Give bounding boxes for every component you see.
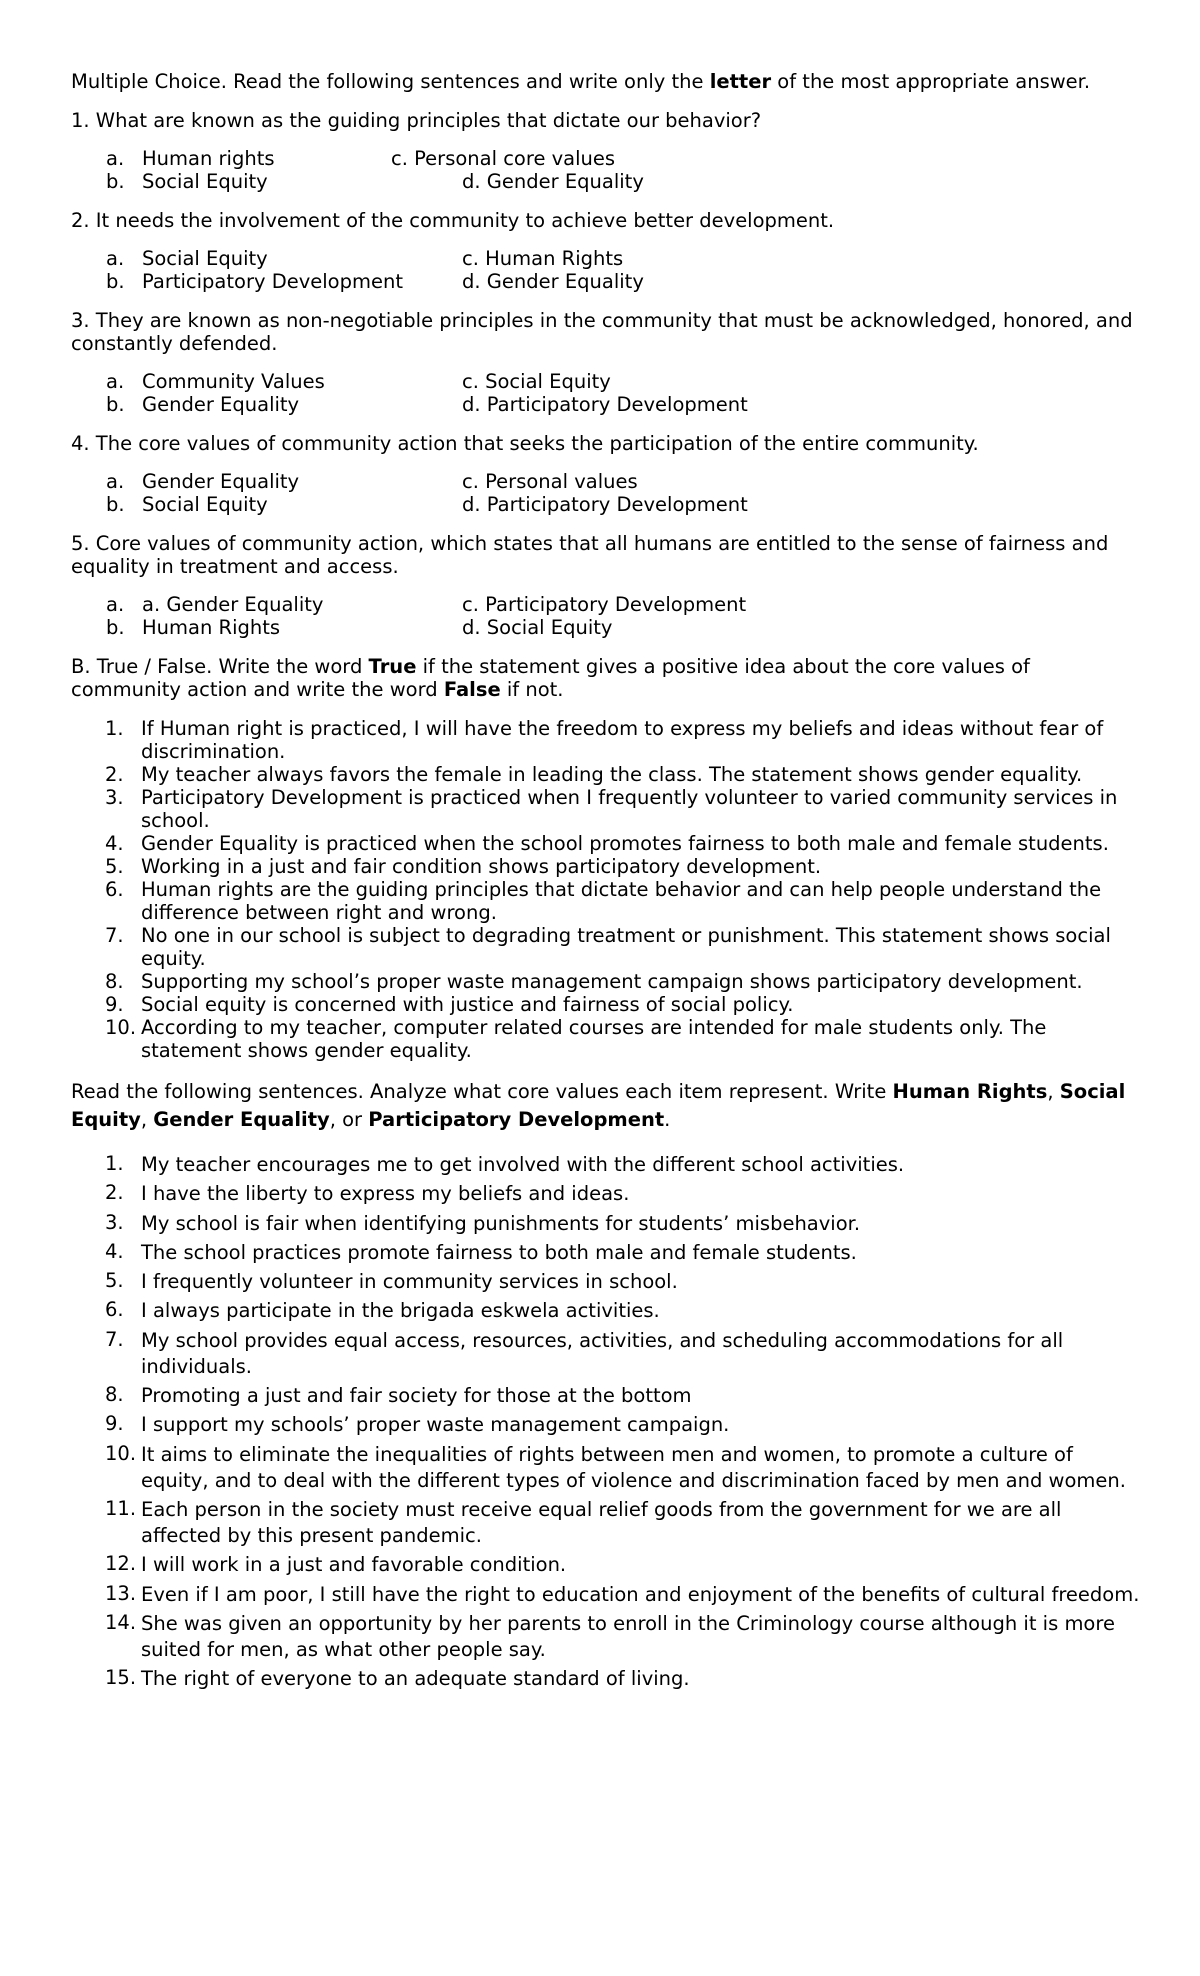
option-d: d. Participatory Development xyxy=(462,393,748,416)
answer-options xyxy=(106,470,1146,516)
option-b: Gender Equality xyxy=(142,393,300,416)
option-c: c. Social Equity xyxy=(462,370,611,393)
list-item: 4. Gender Equality is practiced when the school promotes fairness to both male and female students. xyxy=(105,832,1109,855)
question-1 xyxy=(71,109,1146,193)
option-d: d. Gender Equality xyxy=(462,170,644,193)
question-4 xyxy=(71,432,1146,516)
option-letter: b. xyxy=(106,270,125,293)
part-b-instruction: B. True / False. Write the word True if the statement gives a positive idea about the core values of community action and write the word False if not. xyxy=(71,655,1030,701)
option-letter: a. xyxy=(106,370,125,393)
list-item: 2. My teacher always favors the female in leading the class. The statement shows gender equality. xyxy=(105,763,1083,786)
option-d: d. Gender Equality xyxy=(462,270,644,293)
option-d: d. Participatory Development xyxy=(462,493,748,516)
option-letter: a. xyxy=(106,470,125,493)
option-c: c. Participatory Development xyxy=(462,593,747,616)
list-item: 7. My school provides equal access, resources, activities, and scheduling accommodations for all individuals. xyxy=(105,1327,1064,1378)
list-item: 6. I always participate in the brigada eskwela activities. xyxy=(105,1298,660,1323)
list-item: 3. Participatory Development is practiced when I frequently volunteer to varied community services in school. xyxy=(105,786,1118,832)
list-item: 3. My school is fair when identifying punishments for students’ misbehavior. xyxy=(105,1210,861,1235)
list-item: 8. Supporting my school’s proper waste management campaign shows participatory development. xyxy=(105,970,1083,993)
answer-options xyxy=(106,147,1146,193)
core-values-list xyxy=(71,1152,1146,1692)
option-c: c. Human Rights xyxy=(462,247,624,270)
option-b: Social Equity xyxy=(142,170,268,193)
list-item: 14. She was given an opportunity by her parents to enroll in the Criminology course although it is more suited for men, as what other people say. xyxy=(105,1610,1115,1661)
list-item: 9. I support my schools’ proper waste management campaign. xyxy=(105,1412,730,1437)
part-a-instruction: Multiple Choice. Read the following sentences and write only the letter of the most appropriate answer. xyxy=(71,70,1091,93)
option-letter: b. xyxy=(106,493,125,516)
option-b: Social Equity xyxy=(142,493,268,516)
question-stem: 1. What are known as the guiding principles that dictate our behavior? xyxy=(71,109,762,132)
list-item: 1. If Human right is practiced, I will have the freedom to express my beliefs and ideas without fear of discrimination. xyxy=(105,717,1104,763)
question-5 xyxy=(71,532,1146,639)
option-a: a. Gender Equality xyxy=(142,593,324,616)
list-item: 12. I will work in a just and favorable condition. xyxy=(105,1552,567,1577)
true-false-list xyxy=(71,717,1146,1062)
option-letter: b. xyxy=(106,393,125,416)
answer-options xyxy=(106,593,1146,639)
list-item: 10. According to my teacher, computer related courses are intended for male students only. The statement shows gender equality. xyxy=(105,1016,1047,1062)
worksheet-page xyxy=(71,70,1146,1708)
list-item: 11. Each person in the society must receive equal relief goods from the government for we are all affected by this present pandemic. xyxy=(105,1496,1062,1547)
list-item: 8. Promoting a just and fair society for those at the bottom xyxy=(105,1383,692,1408)
list-item: 13. Even if I am poor, I still have the right to education and enjoyment of the benefits of cultural freedom. xyxy=(105,1581,1140,1606)
list-item: 4. The school practices promote fairness to both male and female students. xyxy=(105,1239,857,1264)
option-a: Human rights xyxy=(142,147,275,170)
option-letter: b. xyxy=(106,616,125,639)
option-b: Human Rights xyxy=(142,616,281,639)
list-item: 5. Working in a just and fair condition shows participatory development. xyxy=(105,855,822,878)
part-c-instruction: Read the following sentences. Analyze what core values each item represent. Write Human Rights, Social Equity, Gender Equality, or Participatory Development. xyxy=(71,1080,1126,1131)
list-item: 2. I have the liberty to express my beliefs and ideas. xyxy=(105,1181,630,1206)
option-a: Community Values xyxy=(142,370,325,393)
list-item: 6. Human rights are the guiding principles that dictate behavior and can help people understand the difference between right and wrong. xyxy=(105,878,1102,924)
option-letter: a. xyxy=(106,147,125,170)
option-letter: a. xyxy=(106,593,125,616)
question-2 xyxy=(71,209,1146,293)
question-stem: 4. The core values of community action that seeks the participation of the entire community. xyxy=(71,432,979,455)
option-d: d. Social Equity xyxy=(462,616,613,639)
list-item: 15. The right of everyone to an adequate standard of living. xyxy=(105,1666,690,1691)
option-c: c. Personal values xyxy=(462,470,638,493)
option-letter: b. xyxy=(106,170,125,193)
option-a: Gender Equality xyxy=(142,470,300,493)
question-stem: 5. Core values of community action, which states that all humans are entitled to the sense of fairness and equality in treatment and access. xyxy=(71,532,1109,578)
answer-options xyxy=(106,370,1146,416)
question-3 xyxy=(71,309,1146,416)
list-item: 7. No one in our school is subject to degrading treatment or punishment. This statement shows social equity. xyxy=(105,924,1111,970)
question-stem: 2. It needs the involvement of the community to achieve better development. xyxy=(71,209,835,232)
list-item: 1. My teacher encourages me to get involved with the different school activities. xyxy=(105,1152,905,1176)
option-c: c. Personal core values xyxy=(391,147,616,170)
list-item: 9. Social equity is concerned with justice and fairness of social policy. xyxy=(105,993,794,1016)
list-item: 10. It aims to eliminate the inequalities of rights between men and women, to promote a culture of equity, and to deal with the different types of violence and discrimination faced by men and women. xyxy=(105,1441,1126,1492)
option-letter: a. xyxy=(106,247,125,270)
answer-options xyxy=(106,247,1146,293)
list-item: 5. I frequently volunteer in community services in school. xyxy=(105,1269,678,1294)
option-b: Participatory Development xyxy=(142,270,403,293)
option-a: Social Equity xyxy=(142,247,268,270)
question-stem: 3. They are known as non-negotiable principles in the community that must be acknowledged, honored, and constantly defended. xyxy=(71,309,1133,355)
